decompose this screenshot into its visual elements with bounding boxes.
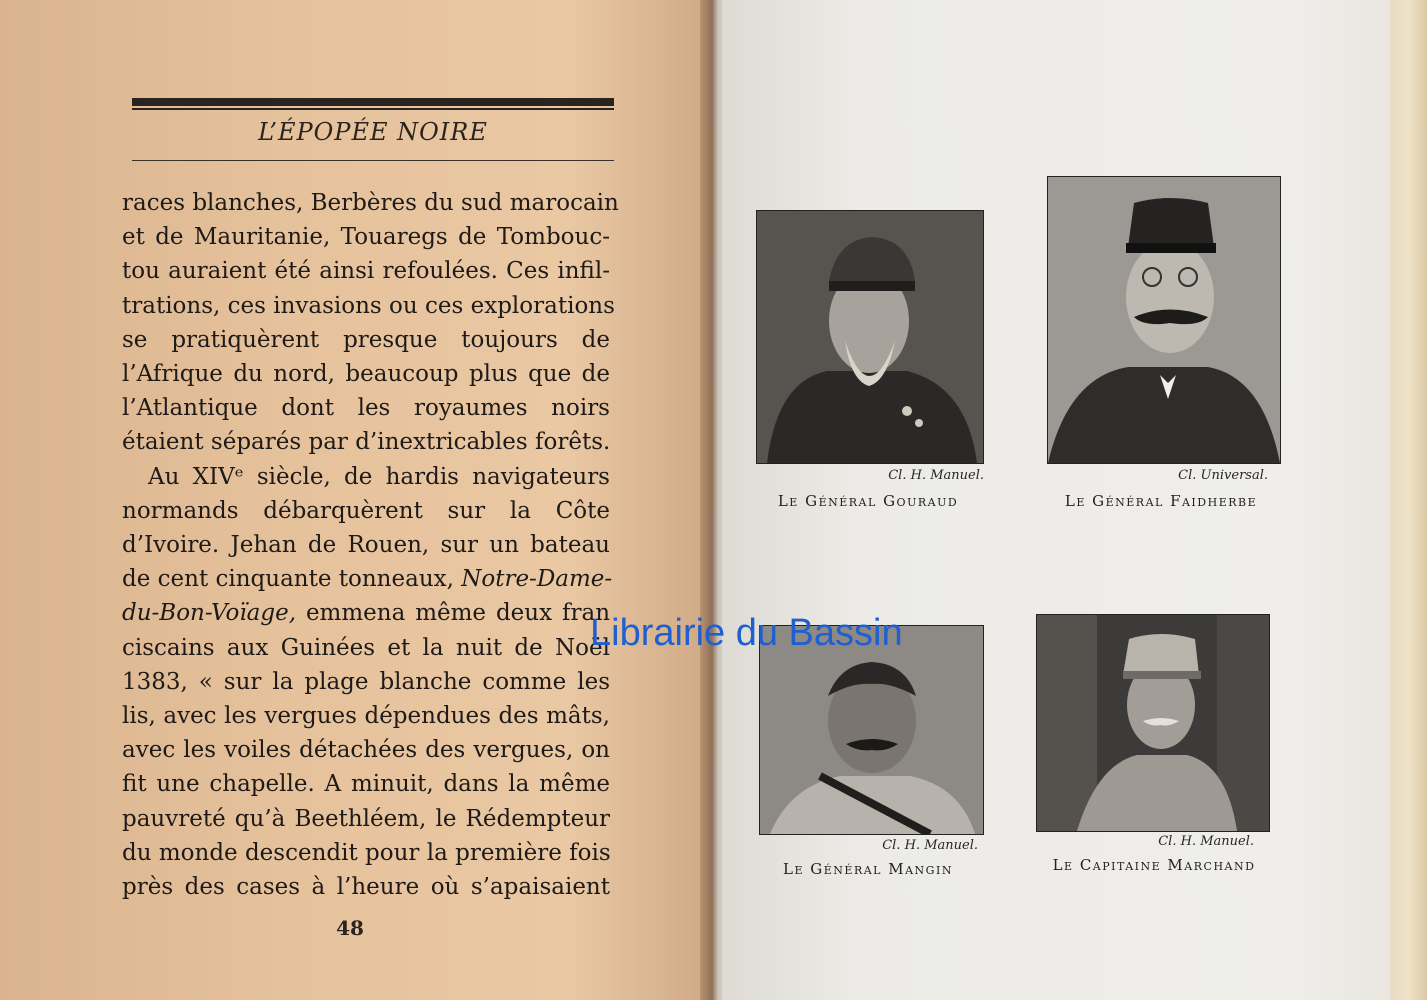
ship-name-part: du-Bon-Voïage, <box>122 600 297 627</box>
text-line: pauvreté qu’à Beethléem, le Rédempteur <box>122 805 610 832</box>
ship-name-part: Notre-Dame- <box>461 566 613 593</box>
page-edge <box>1390 0 1427 1000</box>
portrait-gouraud-image <box>757 211 983 463</box>
portrait-caption: Le Capitaine Marchand <box>1052 856 1256 874</box>
watermark-text: Librairie du Bassin <box>590 612 903 654</box>
text-line: fit une chapelle. A minuit, dans la même <box>122 771 610 798</box>
text-line <box>122 596 610 630</box>
text-fragment: de cent cinquante tonneaux, <box>122 566 454 593</box>
portrait-photo <box>1047 176 1281 464</box>
running-head: L’ÉPOPÉE NOIRE <box>258 118 488 146</box>
portrait-photo <box>756 210 984 464</box>
text-line: l’Atlantique dont les royaumes noirs <box>122 395 610 422</box>
portrait-photo <box>759 625 984 835</box>
text-line: lis, avec les vergues dépendues des mâts, <box>122 703 610 730</box>
text-fragment: emmena même deux fran <box>305 600 611 627</box>
page-number: 48 <box>336 916 364 940</box>
header-rule-thin <box>132 108 614 110</box>
portrait-mangin-image <box>760 626 983 834</box>
text-line: normands débarquèrent sur la Côte <box>122 497 610 524</box>
text-line: d’Ivoire. Jehan de Rouen, sur un bateau <box>122 532 610 559</box>
photo-credit: Cl. H. Manuel. <box>882 838 978 853</box>
text-line: trations, ces invasions ou ces explorations <box>122 292 615 319</box>
text-line: l’Afrique du nord, beaucoup plus que de <box>122 361 610 388</box>
text-line: 1383, « sur la plage blanche comme les <box>122 668 610 695</box>
text-line: races blanches, Berbères du sud marocain <box>122 190 619 216</box>
text-line: ciscains aux Guinées et la nuit de Noël <box>122 634 610 661</box>
portrait-caption: Le Général Mangin <box>783 860 953 878</box>
body-text <box>122 186 619 904</box>
portrait-photo <box>1036 614 1270 832</box>
header-rule <box>132 98 614 106</box>
portrait-caption: Le Général Faidherbe <box>1064 492 1258 510</box>
text-line <box>122 562 613 596</box>
head-underline <box>132 160 614 161</box>
text-line: Au XIVᵉ siècle, de hardis navigateurs <box>148 463 610 490</box>
text-line: se pratiquèrent presque toujours de <box>122 326 610 353</box>
text-line: tou auraient été ainsi refoulées. Ces infil- <box>122 258 610 285</box>
text-line: près des cases à l’heure où s’apaisaient <box>122 874 610 901</box>
photo-credit: Cl. H. Manuel. <box>888 468 984 483</box>
text-line: étaient séparés par d’inextricables forêts. <box>122 429 611 456</box>
portrait-faidherbe-image <box>1048 177 1280 463</box>
portrait-caption: Le Général Gouraud <box>777 492 959 510</box>
portrait-marchand-image <box>1037 615 1269 831</box>
photo-credit: Cl. H. Manuel. <box>1158 834 1254 849</box>
text-line: et de Mauritanie, Touaregs de Tombouc- <box>122 224 610 251</box>
photo-credit: Cl. Universal. <box>1178 468 1268 483</box>
text-line: du monde descendit pour la première fois <box>122 839 611 866</box>
text-line: avec les voiles détachées des vergues, on <box>122 737 610 764</box>
